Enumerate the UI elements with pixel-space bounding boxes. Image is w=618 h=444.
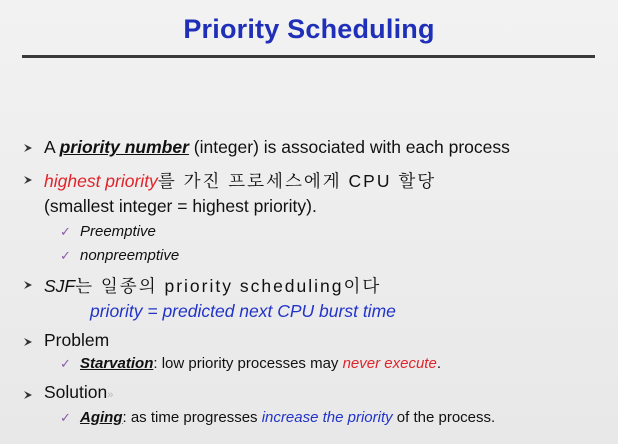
arrow-bullet-icon <box>23 143 33 153</box>
emphasis-highest-priority: highest priority <box>44 171 158 191</box>
arrow-bullet-icon <box>23 175 33 185</box>
text-segment: : as time progresses <box>122 409 262 426</box>
checkmark-icon: ✓ <box>60 356 71 371</box>
arrow-bullet-icon <box>23 390 33 400</box>
text-segment: . <box>436 355 441 372</box>
text-segment: A <box>44 137 60 157</box>
checkmark-icon: ✓ <box>60 248 71 263</box>
bullet-highest-priority <box>44 168 436 193</box>
bullet-solution <box>44 382 113 403</box>
text-segment: 는 일종의 priority scheduling이다 <box>75 276 382 296</box>
bullet-sjf <box>44 273 381 298</box>
emphasis-aging: Aging <box>80 409 123 426</box>
sub-bullet-nonpreemptive: nonpreemptive <box>80 247 180 264</box>
arrow-bullet-icon <box>23 337 33 347</box>
emphasis-sjf: SJF <box>44 276 76 296</box>
emphasis-never-execute: never execute <box>342 355 437 372</box>
text-segment: 를 가진 프로세스에게 CPU 할당 <box>157 171 437 191</box>
text-segment: Solution <box>44 382 108 402</box>
emphasis-starvation: Starvation <box>80 355 154 372</box>
text-segment: of the process. <box>392 409 496 426</box>
faint-mark: » <box>107 389 114 401</box>
checkmark-icon: ✓ <box>60 224 71 239</box>
title-divider <box>22 55 595 58</box>
text-segment: (integer) is associated with each process <box>188 137 510 157</box>
sub-bullet-starvation <box>80 355 441 372</box>
emphasis-increase-priority: increase the priority <box>261 409 393 426</box>
text-segment: : low priority processes may <box>153 355 343 372</box>
arrow-bullet-icon <box>23 280 33 290</box>
bullet-highest-priority-continuation: (smallest integer = highest priority). <box>44 196 317 216</box>
emphasis-priority-number: priority number <box>59 137 189 157</box>
sub-bullet-preemptive: Preemptive <box>80 223 156 240</box>
checkmark-icon: ✓ <box>60 410 71 425</box>
bullet-priority-number <box>44 137 510 158</box>
bullet-problem: Problem <box>44 330 110 350</box>
slide-title: Priority Scheduling <box>183 14 435 44</box>
bullet-sjf-formula: priority = predicted next CPU burst time <box>90 301 396 321</box>
sub-bullet-aging <box>80 409 495 426</box>
